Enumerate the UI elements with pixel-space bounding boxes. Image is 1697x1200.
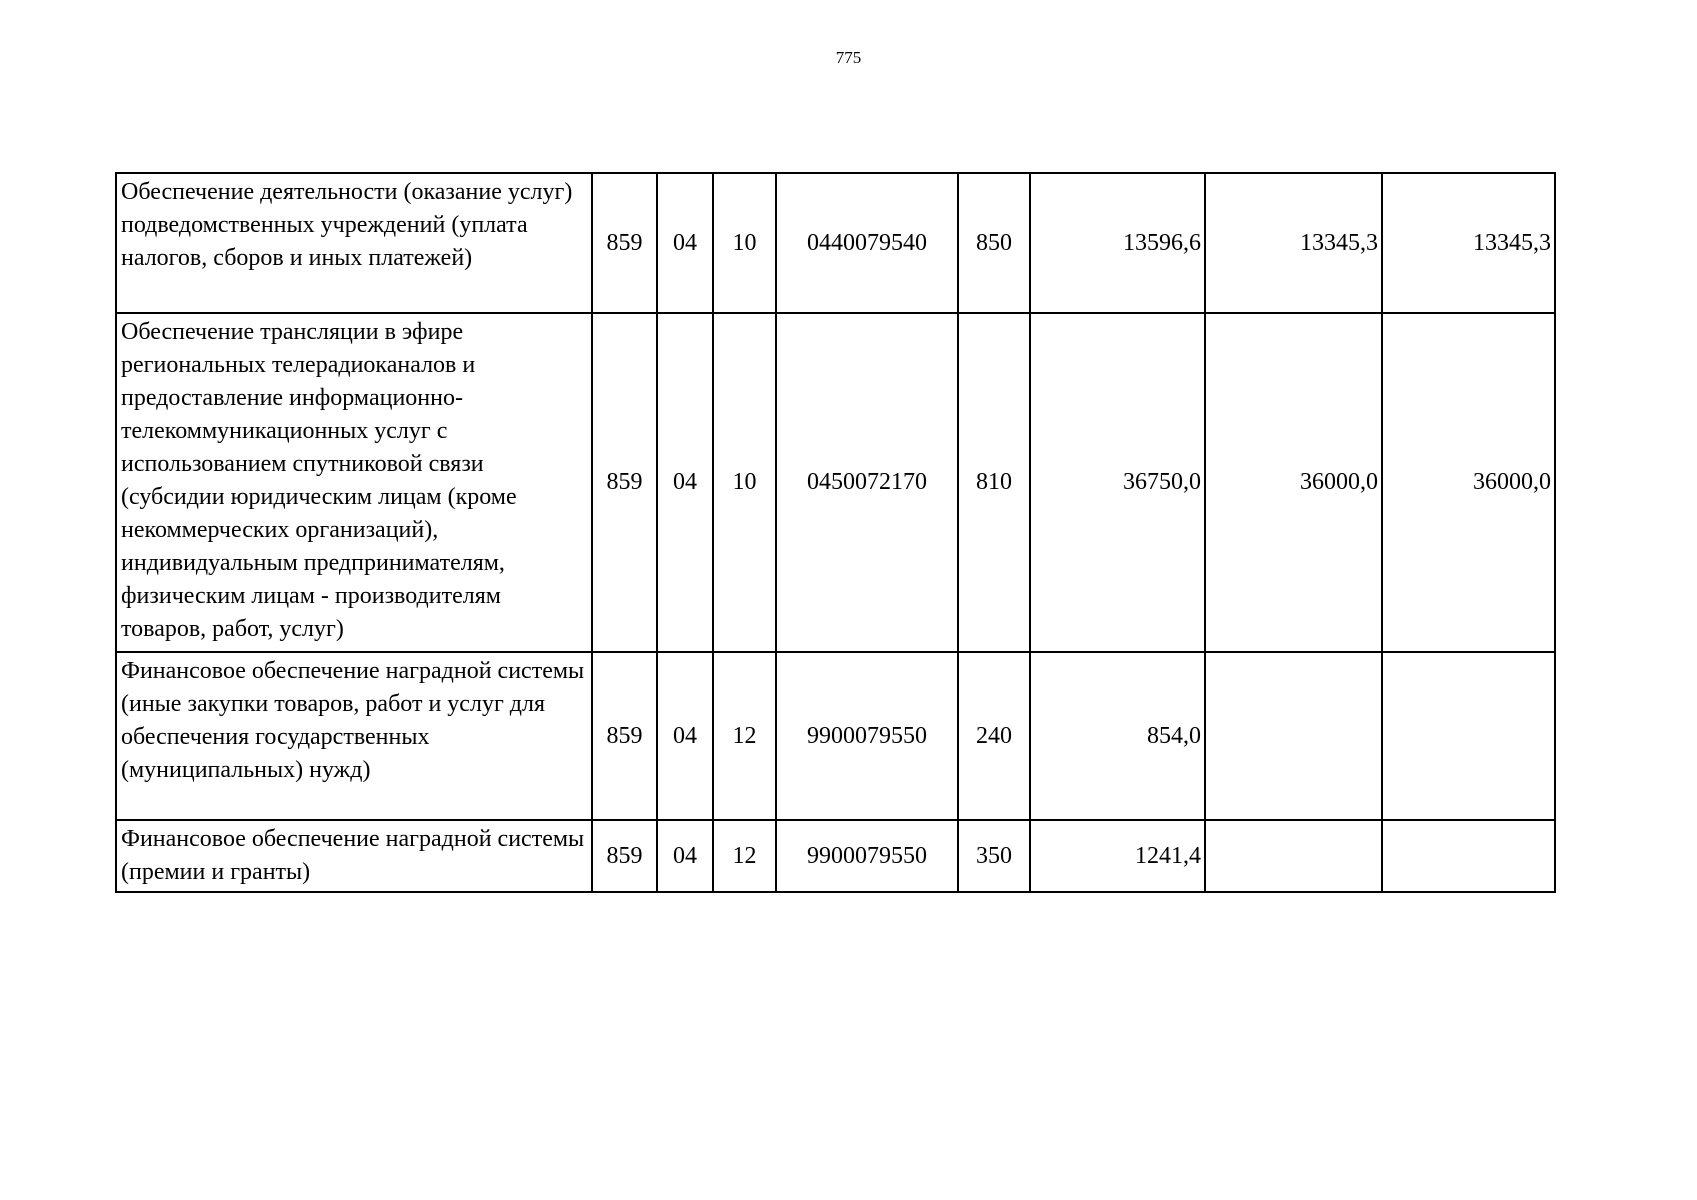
section-code-cell: 04 xyxy=(657,173,713,313)
amount-year2-cell: 13345,3 xyxy=(1205,173,1382,313)
target-code-cell: 0450072170 xyxy=(776,313,958,652)
row-name-cell: Обеспечение деятельности (оказание услуг) подведомственных учреждений (уплата налогов, сборов и иных платежей) xyxy=(116,173,592,313)
section-code-cell: 04 xyxy=(657,652,713,820)
amount-year3-cell: 36000,0 xyxy=(1382,313,1555,652)
page-number: 775 xyxy=(835,48,862,67)
amount-year3-cell: 13345,3 xyxy=(1382,173,1555,313)
target-code-cell: 0440079540 xyxy=(776,173,958,313)
row-name-cell: Финансовое обеспечение наградной системы (иные закупки товаров, работ и услуг для обеспечения государственных (муниципальных) нужд) xyxy=(116,652,592,820)
amount-year2-cell xyxy=(1205,652,1382,820)
section-code-cell: 04 xyxy=(657,313,713,652)
ministry-code-cell: 859 xyxy=(592,313,657,652)
subsection-code-cell: 12 xyxy=(713,652,776,820)
subsection-code-cell: 10 xyxy=(713,173,776,313)
amount-year1-cell: 36750,0 xyxy=(1030,313,1205,652)
table-row xyxy=(116,313,1555,652)
ministry-code-cell: 859 xyxy=(592,652,657,820)
ministry-code-cell: 859 xyxy=(592,173,657,313)
section-code-cell: 04 xyxy=(657,820,713,892)
amount-year3-cell xyxy=(1382,652,1555,820)
amount-year1-cell: 1241,4 xyxy=(1030,820,1205,892)
amount-year3-cell xyxy=(1382,820,1555,892)
expense-type-cell: 240 xyxy=(958,652,1030,820)
table-row xyxy=(116,652,1555,820)
row-name-cell: Обеспечение трансляции в эфире региональных телерадиоканалов и предоставление информационно-телекоммуникационных услуг с использованием спутниковой связи (субсидии юридическим лицам (кроме некоммерческих организаций), индивидуальным предпринимателям, физическим лицам - производителям товаров, работ, услуг) xyxy=(116,313,592,652)
table-row xyxy=(116,173,1555,313)
target-code-cell: 9900079550 xyxy=(776,820,958,892)
target-code-cell: 9900079550 xyxy=(776,652,958,820)
amount-year1-cell: 854,0 xyxy=(1030,652,1205,820)
expense-type-cell: 850 xyxy=(958,173,1030,313)
budget-table xyxy=(115,172,1556,893)
row-name-cell: Финансовое обеспечение наградной системы (премии и гранты) xyxy=(116,820,592,892)
amount-year2-cell xyxy=(1205,820,1382,892)
expense-type-cell: 350 xyxy=(958,820,1030,892)
expense-type-cell: 810 xyxy=(958,313,1030,652)
subsection-code-cell: 10 xyxy=(713,313,776,652)
amount-year1-cell: 13596,6 xyxy=(1030,173,1205,313)
amount-year2-cell: 36000,0 xyxy=(1205,313,1382,652)
subsection-code-cell: 12 xyxy=(713,820,776,892)
table-row xyxy=(116,820,1555,892)
ministry-code-cell: 859 xyxy=(592,820,657,892)
